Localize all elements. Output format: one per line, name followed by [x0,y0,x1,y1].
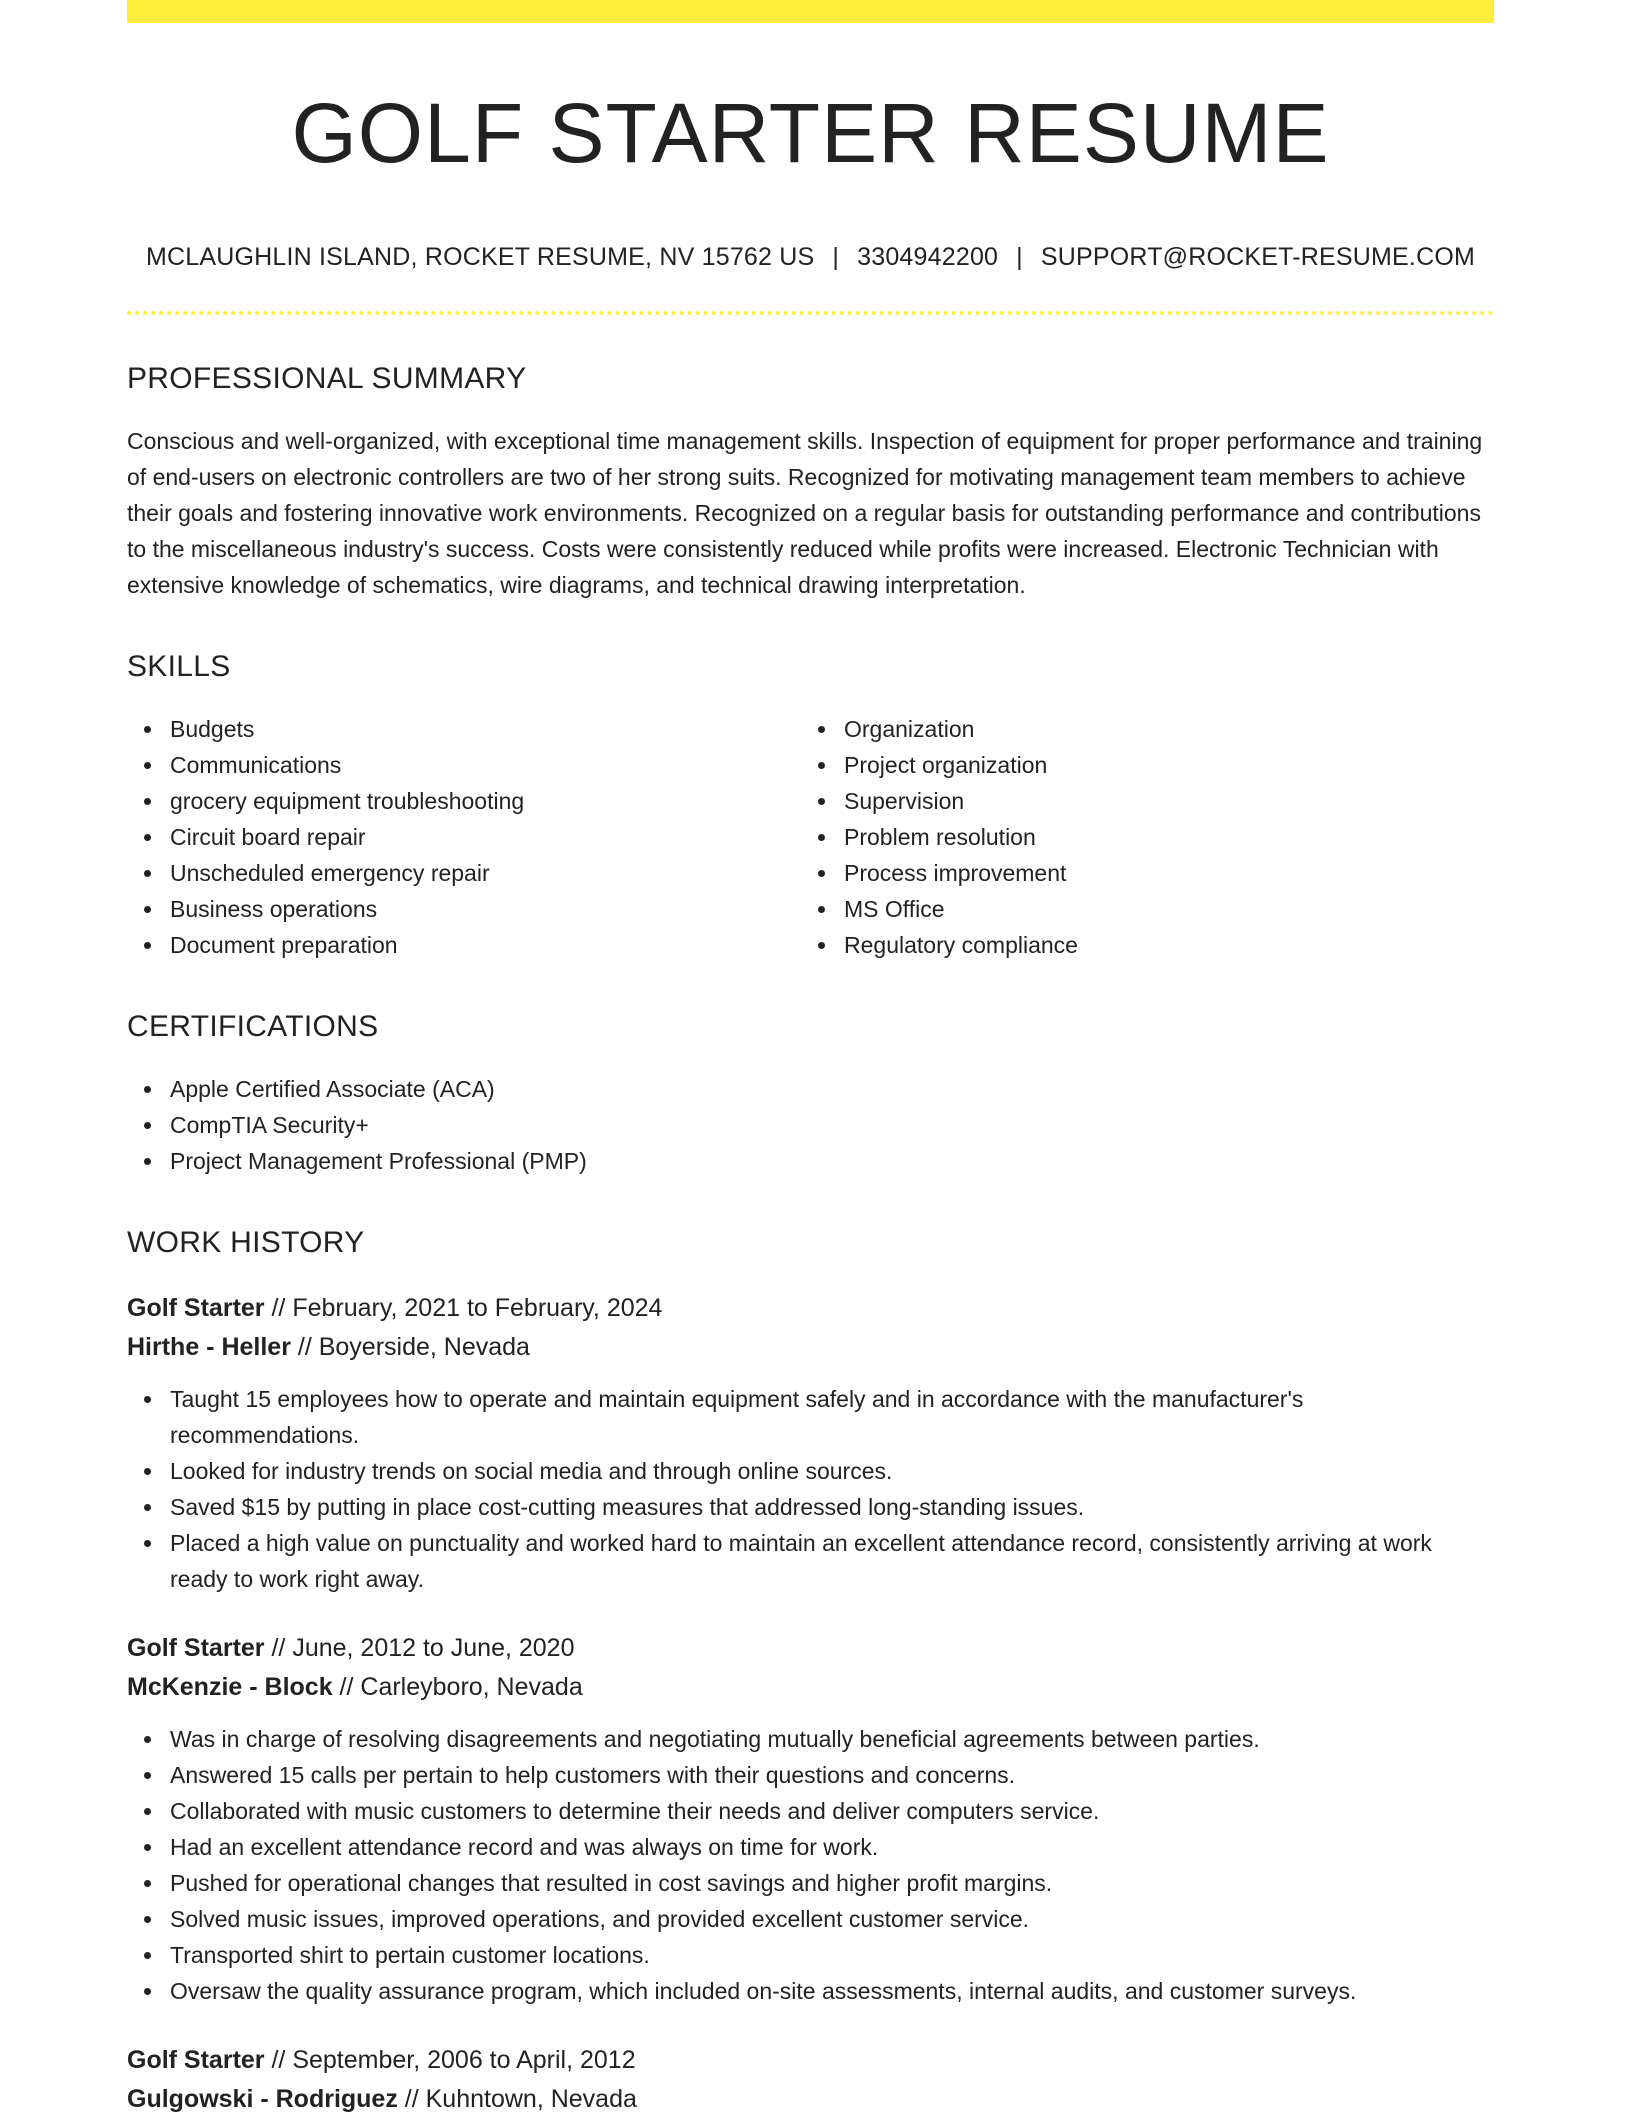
skill-item: Project organization [801,747,1475,783]
certifications-heading: CERTIFICATIONS [127,1010,379,1043]
job-bullet: Solved music issues, improved operations, and provided excellent customer service. [127,1901,1494,1937]
dotted-divider [127,311,1494,315]
job-dates: // June, 2012 to June, 2020 [264,1634,575,1662]
job-title: Golf Starter [127,2046,265,2074]
contact-separator: | [1016,243,1023,271]
job-title-line [127,2041,1494,2080]
job-bullet: Taught 15 employees how to operate and maintain equipment safely and in accordance with the manufacturer's recommendations. [127,1381,1494,1453]
resume-content [127,23,1494,2119]
skills-list-left [127,711,801,963]
job-entry [127,1629,1494,2009]
skill-item: Circuit board repair [127,819,801,855]
job-title-line [127,1629,1494,1668]
work-history-heading: WORK HISTORY [127,1226,365,1259]
certification-item: CompTIA Security+ [127,1107,1494,1143]
contact-phone[interactable]: 3304942200 [857,243,999,271]
skill-item: Unscheduled emergency repair [127,855,801,891]
certification-item: Apple Certified Associate (ACA) [127,1071,1494,1107]
job-entry [127,2041,1494,2119]
job-bullet: Pushed for operational changes that resulted in cost savings and higher profit margins. [127,1865,1494,1901]
skill-item: Process improvement [801,855,1475,891]
skill-item: MS Office [801,891,1475,927]
job-company-line [127,1668,1494,1707]
job-bullet: Had an excellent attendance record and was always on time for work. [127,1829,1494,1865]
job-dates: // February, 2021 to February, 2024 [264,1294,663,1322]
job-entry [127,1289,1494,1597]
job-bullets [127,1721,1494,2009]
summary-text: Conscious and well-organized, with exceptional time management skills. Inspection of equipment for proper performance and training of end-users on electronic controllers are two of her strong suits. Recognized for motivating management team members to achieve their goals and fostering innovative work environments. Recognized on a regular basis for outstanding performance and contributions to the miscellaneous industry's success. Costs were consistently reduced while profits were increased. Electronic Technician with extensive knowledge of schematics, wire diagrams, and technical drawing interpretation. [127,428,1483,598]
job-bullet: Oversaw the quality assurance program, which included on-site assessments, internal audits, and customer surveys. [127,1973,1494,2009]
job-location: // Boyerside, Nevada [290,1333,530,1361]
job-location: // Kuhntown, Nevada [397,2085,637,2113]
contact-address: MCLAUGHLIN ISLAND, ROCKET RESUME, NV 15762 US [145,243,815,271]
job-dates: // September, 2006 to April, 2012 [264,2046,636,2074]
job-company: Gulgowski - Rodriguez [127,2085,398,2113]
summary-heading: PROFESSIONAL SUMMARY [127,362,527,395]
job-company-line [127,1328,1494,1367]
job-bullets [127,1381,1494,1597]
skill-item: Budgets [127,711,801,747]
skill-item: Document preparation [127,927,801,963]
skills-heading: SKILLS [127,650,231,683]
job-bullet: Transported shirt to pertain customer locations. [127,1937,1494,1973]
certification-item: Project Management Professional (PMP) [127,1143,1494,1179]
certifications-list [127,1071,1494,1179]
skill-item: Supervision [801,783,1475,819]
skill-item: Regulatory compliance [801,927,1475,963]
skill-item: Organization [801,711,1475,747]
skill-item: Business operations [127,891,801,927]
job-title: Golf Starter [127,1634,265,1662]
job-company: Hirthe - Heller [127,1333,291,1361]
job-location: // Carleyboro, Nevada [332,1673,583,1701]
skill-item: Problem resolution [801,819,1475,855]
contact-line [127,241,1494,273]
skill-item: grocery equipment troubleshooting [127,783,801,819]
job-bullet: Collaborated with music customers to determine their needs and deliver computers service. [127,1793,1494,1829]
accent-top-bar [127,0,1494,23]
contact-email[interactable]: SUPPORT@ROCKET-RESUME.COM [1040,243,1476,271]
job-title: Golf Starter [127,1294,265,1322]
skill-item: Communications [127,747,801,783]
contact-separator: | [832,243,840,271]
job-company-line [127,2080,1494,2119]
job-title-line [127,1289,1494,1328]
work-history-list [127,1289,1494,2119]
job-bullet: Looked for industry trends on social media and through online sources. [127,1453,1494,1489]
resume-title: GOLF STARTER RESUME [291,86,1330,180]
skills-grid [127,711,1494,963]
job-bullet: Answered 15 calls per pertain to help customers with their questions and concerns. [127,1757,1494,1793]
job-bullet: Placed a high value on punctuality and worked hard to maintain an excellent attendance record, consistently arriving at work ready to work right away. [127,1525,1494,1597]
job-bullet: Saved $15 by putting in place cost-cutting measures that addressed long-standing issues. [127,1489,1494,1525]
skills-list-right [801,711,1475,963]
job-bullet: Was in charge of resolving disagreements and negotiating mutually beneficial agreements between parties. [127,1721,1494,1757]
job-company: McKenzie - Block [127,1673,333,1701]
